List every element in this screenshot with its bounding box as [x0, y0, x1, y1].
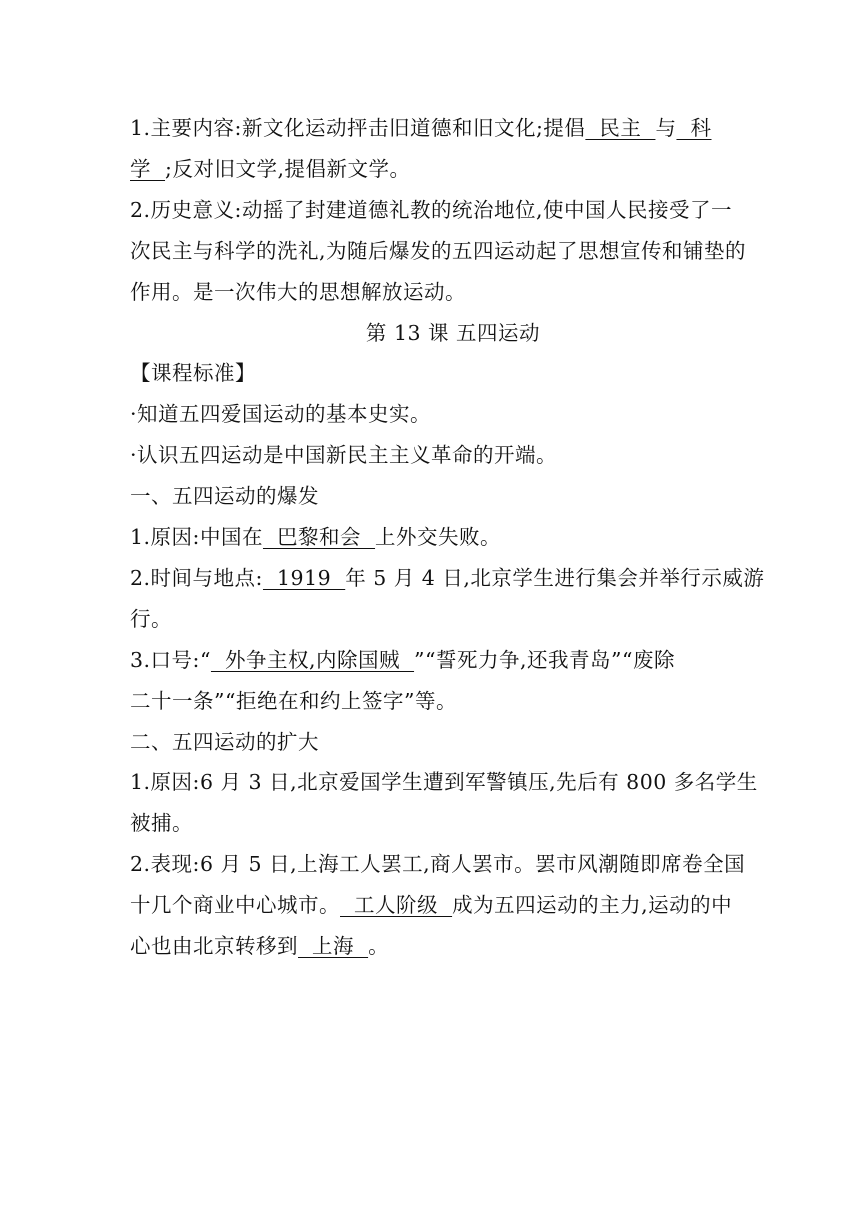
text: 成为五四运动的主力,运动的中	[452, 893, 733, 918]
content-line	[130, 560, 765, 597]
answer-blank: 工人阶级	[340, 893, 453, 918]
content-line	[130, 601, 736, 638]
text: 上外交失败。	[375, 525, 502, 549]
content-line	[130, 805, 736, 842]
bullet-item	[130, 396, 736, 433]
content-line	[130, 642, 736, 679]
answer-blank: 科	[676, 116, 712, 140]
content-line	[130, 846, 746, 883]
text: 被捕。	[130, 811, 193, 836]
section-heading	[130, 724, 736, 761]
text: ·知道五四爱国运动的基本史实。	[130, 402, 432, 427]
text: 年 5 月 4 日,北京学生进行集会并举行示威游	[345, 565, 765, 590]
answer-blank: 外争主权,内除国贼	[210, 647, 415, 672]
text: ”“誓死力争,还我青岛”“废除	[414, 647, 675, 672]
text: 行。	[130, 606, 172, 631]
content-line	[130, 887, 736, 924]
text: 2.时间与地点:	[130, 565, 263, 590]
text: 2.历史意义:动摇了封建道德礼教的统治地位,使中国人民接受了一	[130, 197, 732, 222]
text: 十几个商业中心城市。	[130, 893, 340, 918]
text: 【课程标准】	[130, 361, 256, 386]
text: 次民主与科学的洗礼,为随后爆发的五四运动起了思想宣传和铺垫的	[130, 238, 747, 263]
answer-blank: 1919	[262, 565, 346, 590]
content-line-4	[130, 233, 747, 270]
section-heading	[130, 478, 736, 515]
content-line-3	[130, 192, 736, 229]
text: 2.表现:6 月 5 日,上海工人罢工,商人罢市。罢市风潮随即席卷全国	[130, 852, 746, 877]
text: 心也由北京转移到	[130, 934, 298, 958]
text: 1.原因:6 月 3 日,北京爱国学生遭到军警镇压,先后有 800 多名学生	[130, 770, 758, 795]
answer-blank: 学	[130, 156, 166, 181]
answer-blank: 民主	[585, 116, 656, 140]
content-line-1	[130, 110, 736, 147]
bullet-item	[130, 437, 736, 474]
text: 作用。是一次伟大的思想解放运动。	[130, 279, 466, 304]
answer-blank: 上海	[298, 934, 369, 958]
text: ;反对旧文学,提倡新文学。	[165, 156, 411, 181]
text: 1.原因:中国在	[130, 525, 263, 549]
content-line	[130, 519, 736, 556]
text: 。	[368, 934, 390, 958]
text: 3.口号:“	[130, 647, 211, 672]
content-line	[130, 764, 758, 801]
text: ·认识五四运动是中国新民主主义革命的开端。	[130, 443, 558, 468]
text: 1.主要内容:新文化运动抨击旧道德和旧文化;提倡	[130, 116, 586, 140]
content-line	[130, 928, 736, 965]
text: 二、五四运动的扩大	[130, 729, 319, 754]
text: 与	[655, 116, 677, 140]
content-line	[130, 683, 736, 720]
lesson-title	[130, 315, 736, 352]
content-line-5	[130, 274, 736, 311]
content-line-2	[130, 151, 736, 188]
text: 二十一条”“拒绝在和约上签字”等。	[130, 688, 457, 713]
text: 一、五四运动的爆发	[130, 484, 319, 509]
lesson-title-text: 第 13 课 五四运动	[365, 320, 541, 345]
section-heading	[130, 355, 736, 392]
answer-blank: 巴黎和会	[262, 525, 376, 549]
